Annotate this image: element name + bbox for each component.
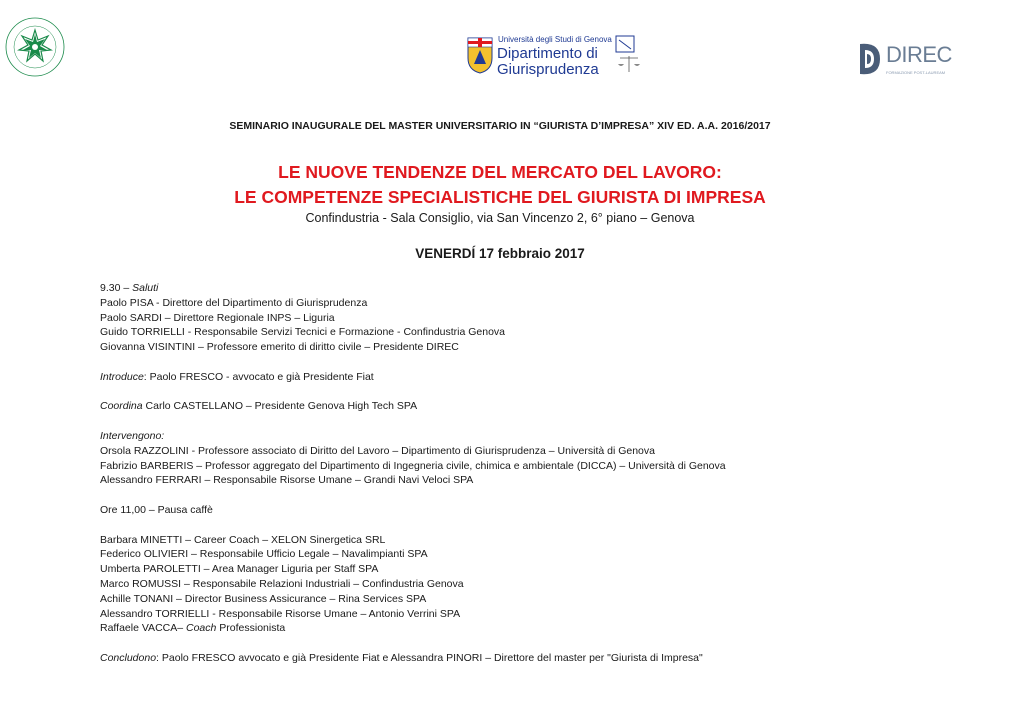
speaker-item: Marco ROMUSSI – Responsabile Relazioni Industriali – Confindustria Genova [100, 577, 464, 590]
seminar-heading: SEMINARIO INAUGURALE DEL MASTER UNIVERSITARIO IN “GIURISTA D’IMPRESA” XIV ED. A.A. 2016/2017 [229, 120, 771, 132]
speaker-item: Barbara MINETTI – Career Coach – XELON Sinergetica SRL [100, 533, 386, 546]
intervengono-item: Orsola RAZZOLINI - Professore associato di Diritto del Lavoro – Dipartimento di Giurisprudenza – Università di Genova [100, 444, 655, 457]
saluti-label: Saluti [132, 282, 159, 294]
justice-scales-icon [614, 34, 644, 74]
saluti-item: Paolo PISA - Direttore del Dipartimento di Giurisprudenza [100, 296, 368, 309]
direc-mark-icon [856, 40, 884, 78]
coordina-line [100, 399, 1000, 414]
department-name-line1: Dipartimento di [497, 45, 598, 62]
introduce-line [100, 370, 1000, 385]
saluti-item: Paolo SARDI – Direttore Regionale INPS – Liguria [100, 311, 335, 324]
vacca-role: Coach [186, 622, 217, 635]
speaker-vacca [100, 621, 1000, 636]
direc-subtitle: FORMAZIONE POST-LAUREAM [886, 70, 946, 75]
event-date: VENERDÍ 17 febbraio 2017 [415, 246, 585, 261]
concludono-text: : Paolo FRESCO avvocato e già Presidente Fiat e Alessandra PINORI – Direttore del master per "Giurista di Impresa" [156, 651, 703, 664]
speaker-item: Federico OLIVIERI – Responsabile Ufficio Legale – Navalimpianti SPA [100, 548, 428, 561]
title-line-1: LE NUOVE TENDENZE DEL MERCATO DEL LAVORO: [278, 162, 722, 182]
speaker-item: Umberta PAROLETTI – Area Manager Liguria per Staff SPA [100, 563, 379, 576]
direc-logo [856, 40, 952, 80]
coffee-break: Ore 11,00 – Pausa caffè [100, 503, 213, 516]
university-logo [466, 34, 646, 78]
saluti-time: 9.30 – [100, 282, 133, 294]
intervengono-item: Alessandro FERRARI – Responsabile Risorse Umane – Grandi Navi Veloci SPA [100, 474, 474, 487]
intervengono-item: Fabrizio BARBERIS – Professor aggregato del Dipartimento di Ingegneria civile, chimica e ambientale (DICCA) – Università di Genova [100, 459, 726, 472]
saluti-heading [100, 281, 1000, 296]
venue: Confindustria - Sala Consiglio, via San Vincenzo 2, 6° piano – Genova [305, 211, 695, 225]
program [100, 281, 1000, 666]
speaker-item: Achille TONANI – Director Business Assicurance – Rina Services SPA [100, 592, 427, 605]
coordina-label: Coordina [100, 400, 143, 413]
introduce-text: : Paolo FRESCO - avvocato e già Presidente Fiat [143, 370, 374, 383]
concludono-label: Concludono [100, 651, 157, 664]
master-logo-icon [4, 16, 66, 78]
coordina-text: Carlo CASTELLANO – Presidente Genova High Tech SPA [142, 400, 418, 413]
department-name-line2: Giurisprudenza [497, 61, 599, 78]
university-name: Università degli Studi di Genova [498, 35, 612, 44]
master-logo [4, 16, 66, 78]
direc-brand: DIREC [886, 42, 952, 67]
intervengono-label: Intervengono: [100, 429, 165, 442]
vacca-name: Raffaele VACCA– [100, 622, 186, 635]
title-line-2: LE COMPETENZE SPECIALISTICHE DEL GIURISTA DI IMPRESA [234, 187, 766, 207]
introduce-label: Introduce [100, 370, 144, 383]
vacca-rest: Professionista [216, 622, 286, 635]
concludono-line [100, 651, 1000, 666]
saluti-item: Guido TORRIELLI - Responsabile Servizi Tecnici e Formazione - Confindustria Genova [100, 326, 506, 339]
saluti-item: Giovanna VISINTINI – Professore emerito di diritto civile – Presidente DIREC [100, 341, 459, 354]
university-crest-icon [466, 36, 494, 74]
speaker-item: Alessandro TORRIELLI - Responsabile Risorse Umane – Antonio Verrini SPA [100, 607, 461, 620]
